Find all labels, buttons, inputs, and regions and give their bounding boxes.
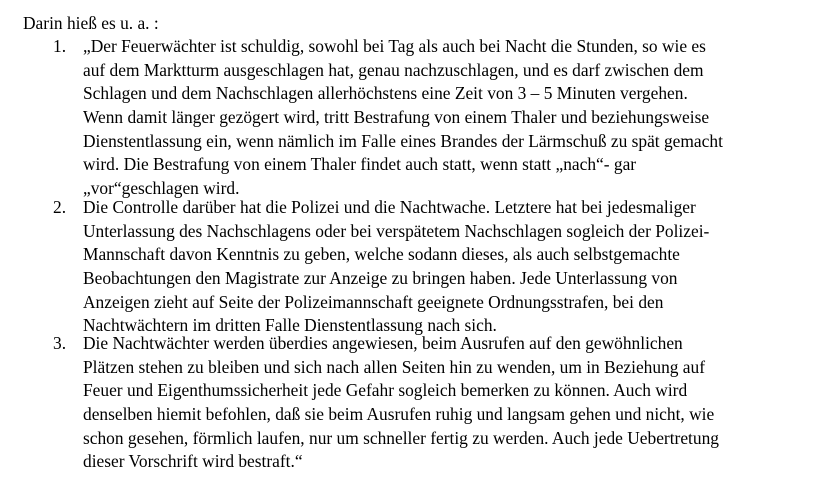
- text-line: Mannschaft davon Kenntnis zu geben, welche sodann dieses, als auch selbstgemachte: [83, 244, 680, 265]
- intro-text: Darin hieß es u. a. :: [23, 13, 159, 33]
- text-line: „vor“geschlagen wird.: [83, 178, 240, 199]
- list-item-number: 2.: [53, 197, 67, 217]
- text-line: wird. Die Bestrafung von einem Thaler findet auch statt, wenn statt „nach“- gar: [83, 154, 637, 175]
- text-line: schon gesehen, förmlich laufen, nur um schneller fertig zu werden. Auch jede Uebertretung: [83, 427, 719, 448]
- text-line: auf dem Marktturm ausgeschlagen hat, genau nachzuschlagen, und es darf zwischen dem: [83, 59, 704, 80]
- text-line: Beobachtungen den Magistrate zur Anzeige zu bringen haben. Jede Unterlassung von: [83, 268, 678, 289]
- text-line: Plätzen stehen zu bleiben und sich nach allen Seiten hin zu wenden, um in Beziehung auf: [83, 356, 706, 377]
- text-line: Dienstentlassung ein, wenn nämlich im Falle eines Brandes der Lärmschuß zu spät gemacht: [83, 130, 723, 151]
- text-line: Feuer und Eigenthumssicherheit jede Gefahr sogleich bemerken zu können. Auch wird: [83, 380, 688, 401]
- text-line: dieser Vorschrift wird bestraft.“: [83, 451, 303, 472]
- list-item-number: 1.: [53, 36, 67, 56]
- text-line: Die Nachtwächter werden überdies angewiesen, beim Ausrufen auf den gewöhnlichen: [83, 333, 683, 353]
- text-line: Die Controlle darüber hat die Polizei und die Nachtwache. Letztere hat bei jedesmaliger: [83, 197, 696, 217]
- text-line: Schlagen und dem Nachschlagen allerhöchstens eine Zeit von 3 – 5 Minuten vergehen.: [83, 83, 688, 104]
- text-line: „Der Feuerwächter ist schuldig, sowohl bei Tag als auch bei Nacht die Stunden, so wie es: [83, 36, 706, 56]
- text-line: Anzeigen zieht auf Seite der Polizeimannschaft geeignete Ordnungsstrafen, bei den: [83, 291, 664, 312]
- text-line: Unterlassung des Nachschlagens oder bei verspätetem Nachschlagen sogleich der Polizei-: [83, 220, 710, 241]
- list-item-text: [83, 196, 709, 338]
- text-line: denselben hiemit befohlen, daß sie beim Ausrufen ruhig und langsam gehen und nicht, wie: [83, 404, 715, 425]
- text-line: Nachtwächtern im dritten Falle Dienstentlassung nach sich.: [83, 315, 497, 336]
- list-item-text: [83, 35, 723, 201]
- list-item-text: [83, 332, 719, 474]
- list-item-number: 3.: [53, 333, 67, 353]
- text-line: Wenn damit länger gezögert wird, tritt Bestrafung von einem Thaler und beziehungsweise: [83, 107, 710, 128]
